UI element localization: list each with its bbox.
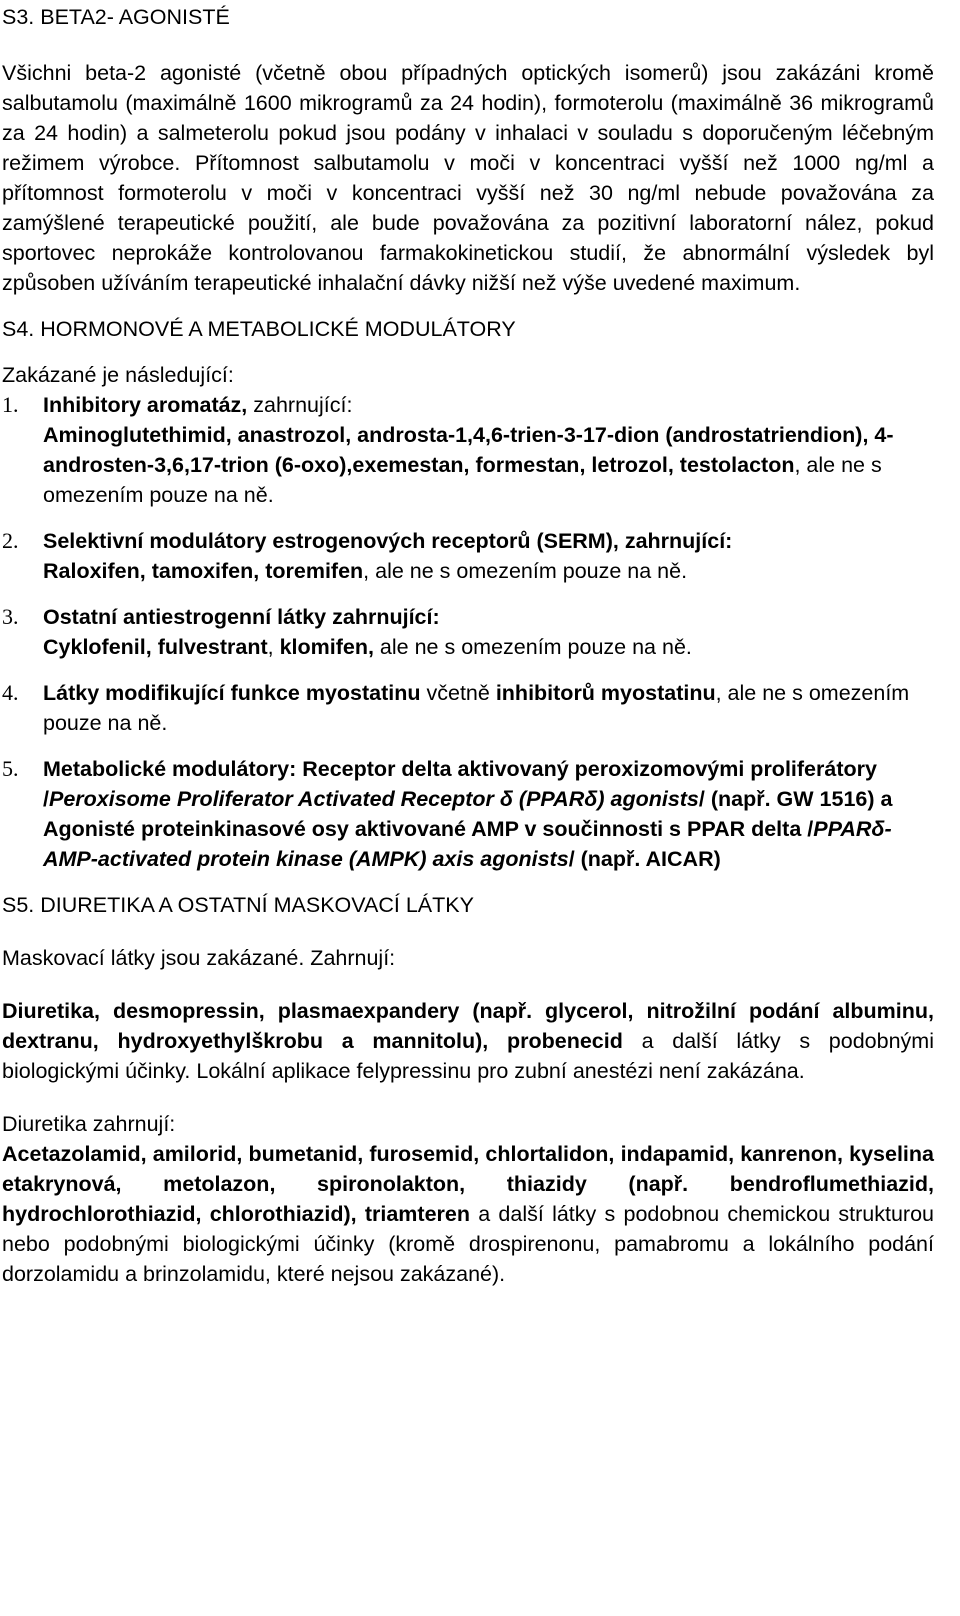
list-item-text: ale ne s omezením pouze na ně. — [373, 635, 692, 659]
list-item-number: 1. — [2, 392, 19, 417]
substance-list: Diuretika, desmopressin, plasmaexpandery (např. glycerol, nitrožilní podání albuminu, dextranu, hydroxyethylškrobu a mannitolu), probenecid — [2, 999, 934, 1053]
substance-list: Acetazolamid, amilorid, bumetanid, furosemid, chlortalidon, indapamid, kanrenon, kyselina etakrynová, metolazon, spironolakton, thiazidy (např. bendroflumethiazid, hydrochlorothiazid, chlorothiazid), triamteren — [2, 1142, 934, 1226]
list-item-number: 5. — [2, 756, 19, 781]
substance-list: Raloxifen, tamoxifen, toremifen — [43, 559, 364, 583]
list-item-text: / (např. GW 1516) a Agonisté proteinkinasové osy aktivované AMP v součinnosti s PPAR delta / — [43, 787, 893, 841]
list-item-text: včetně — [420, 681, 496, 705]
paragraph-text: a další látky s podobnou chemickou strukturou nebo podobnými biologickými účinky (kromě drospirenonu, pamabromu a lokálního podání dorzolamidu a brinzolamidu, které nejsou zakázané). — [2, 1202, 934, 1286]
document-page — [0, 2, 960, 1289]
list-item-number: 4. — [2, 680, 19, 705]
substance-list: Aminoglutethimid, anastrozol, androsta-1,4,6-trien-3-17-dion (androstatriendion), 4-androsten-3,6,17-trion (6-oxo),exemestan, formestan, letrozol, testolacton — [43, 423, 894, 477]
section-s3-paragraph: Všichni beta-2 agonisté (včetně obou případných optických isomerů) jsou zakázáni kromě salbutamolu (maximálně 1600 mikrogramů za 24 hodin), formoterolu (maximálně 36 mikrogramů za 24 hodin) a salmeterolu pokud jsou podány v inhalaci v souladu s doporučeným léčebným režimem výrobce. Přítomnost salbutamolu v moči v koncentraci vyšší než 1000 ng/ml a přítomnost formoterolu v moči v koncentraci vyšší než 30 ng/ml nebude považována za zamýšlené terapeutické použití, ale bude považována za pozitivní laboratorní nález, pokud sportovec neprokáže kontrolovanou farmakokinetickou studií, že abnormální výsledek byl způsoben užíváním terapeutické inhalační dávky nižší než výše uvedené maximum. — [2, 61, 934, 295]
list-item-text: / (např. AICAR) — [568, 847, 721, 871]
list-item — [2, 390, 934, 510]
masking-agents-paragraph — [2, 996, 934, 1086]
section-s5-intro: Maskovací látky jsou zakázané. Zahrnují: — [2, 946, 396, 970]
list-item-number: 2. — [2, 528, 19, 553]
section-s4-title: S4. HORMONOVÉ A METABOLICKÉ MODULÁTORY — [2, 317, 516, 341]
substance-list: Cyklofenil, fulvestrant — [43, 635, 268, 659]
list-item-number: 3. — [2, 604, 19, 629]
list-item — [2, 678, 934, 738]
list-item-text: , — [267, 635, 280, 659]
section-s4-intro: Zakázané je následující: — [2, 363, 234, 387]
paragraph-text: a další látky s podobnými biologickými účinky. Lokální aplikace felypressinu pro zubní anestézi není zakázána. — [2, 1029, 934, 1083]
list-item-term: PPARδ-AMP-activated protein kinase (AMPK) axis agonists — [43, 817, 892, 871]
list-item-text: , ale ne s omezením pouze na ně. — [43, 681, 910, 735]
list-item-text: zahrnující: — [247, 393, 353, 417]
diuretics-intro: Diuretika zahrnují: — [2, 1112, 176, 1136]
list-item — [2, 754, 934, 874]
list-item-heading: Ostatní antiestrogenní látky zahrnující: — [43, 605, 440, 629]
section-s3-title: S3. BETA2- AGONISTÉ — [2, 5, 230, 29]
list-item — [2, 602, 934, 662]
substance-list: inhibitorů myostatinu — [495, 681, 716, 705]
list-item-heading: Selektivní modulátory estrogenových receptorů (SERM), zahrnující: — [43, 529, 733, 553]
list-item-text: , ale ne s omezením pouze na ně. — [363, 559, 688, 583]
list-item-heading: Inhibitory aromatáz, — [43, 393, 248, 417]
section-s5-title: S5. DIURETIKA A OSTATNÍ MASKOVACÍ LÁTKY — [2, 893, 474, 917]
list-item-heading: Metabolické modulátory: Receptor delta aktivovaný peroxizomovými proliferátory / — [43, 757, 877, 811]
list-item-heading: Látky modifikující funkce myostatinu — [43, 681, 421, 705]
list-item — [2, 526, 934, 586]
diuretics-paragraph — [2, 1139, 934, 1289]
substance-list: klomifen, — [279, 635, 374, 659]
list-item-term: Peroxisome Proliferator Activated Receptor δ (PPARδ) agonists — [48, 787, 699, 811]
list-item-text: , ale ne s omezením pouze na ně. — [43, 453, 882, 507]
